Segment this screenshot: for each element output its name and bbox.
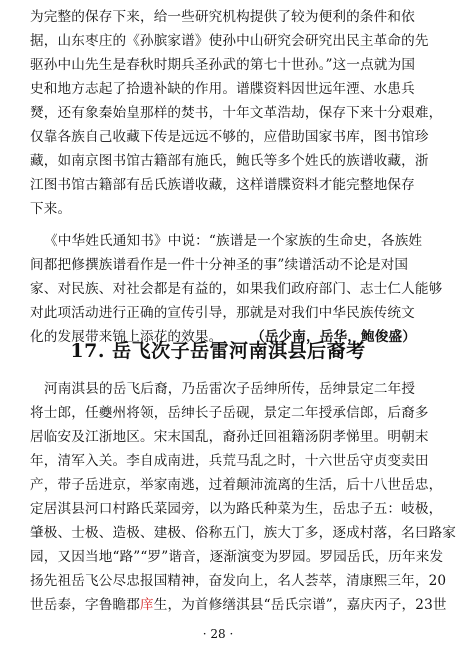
text-line: 为完整的保存下来，给一些研究机构提供了较为便利的条件和依 (30, 9, 415, 25)
text-line: 间都把修撰族谱看作是一件十分神圣的事”续谱活动不论是对国 (30, 257, 409, 273)
text-line: 园，又因当地“路”“罗”谐音，逐渐演变为罗园。罗园岳氏，历年来发 (30, 549, 444, 565)
text-line: 将士郎，任夔州将领，岳绅长子岳砚，景定二年授承信郎，后裔多 (30, 405, 429, 421)
text-line: 燹，还有象秦始皇那样的焚书，十年文革浩劫，保存下来十分艰难， (30, 105, 443, 121)
text-line (30, 594, 447, 616)
text-line: 河南淇县的岳飞后裔，乃岳雷次子岳绅所传，岳绅景定二年授 (44, 381, 416, 397)
text-line: 居临安及江浙地区。宋末国乱，裔孙迁回祖籍汤阴孝悌里。明朝末 (30, 429, 429, 445)
text-line: 产，带子岳进京，举家南逃，过着颠沛流离的生活，后十八世岳忠， (30, 477, 443, 493)
text-line: 《中华姓氏通知书》中说：“族谱是一个家族的生命史，各族姓 (44, 233, 423, 249)
text-line: 仅靠各族自己收藏下传是远远不够的，应借助国家书库，图书馆珍 (30, 129, 429, 145)
text-line: 藏，如南京图书馆古籍部有施氏，鲍氏等多个姓氏的族谱收藏，浙 (30, 153, 429, 169)
text-line: 对此项活动进行正确的宣传引导，那就是对我们中华民族传统文 (30, 305, 415, 321)
section-heading: 17. 岳飞次子岳雷河南淇县后裔考 (70, 340, 366, 362)
text-line: 驱孙中山先生是春秋时期兵圣孙武的第七十世孙。”这一点就为国 (30, 57, 416, 73)
text-line: 史和地方志起了拾遗补缺的作用。谱牒资料因世远年湮、水患兵 (30, 81, 415, 97)
text-line: 化的发展带来锦上添花的效果。 (30, 329, 223, 345)
text-line: 下来。 (30, 201, 72, 217)
text-segment: 生，为首修缮淇县“岳氏宗谱”，嘉庆丙子，23世 (153, 597, 447, 613)
highlighted-character: 庠 (139, 597, 154, 613)
text-line: 肇极、士极、造极、建极、俗称五门，族大丁多，逐成村落，名曰路家 (30, 525, 456, 541)
page-number: · 28 · (202, 627, 234, 641)
text-line: 年，清军入关。李自成南进，兵荒马乱之时，十六世岳守贞变卖田 (30, 453, 429, 469)
author-credit: （岳少南，岳华，鲍俊盛） (251, 329, 416, 345)
text-line: 据，山东枣庄的《孙膑家谱》使孙中山研究会研究出民主革命的先 (30, 33, 429, 49)
text-line: 定居淇县河口村路氏菜园旁，以为路氏种菜为生，岳忠子五：岐极， (30, 501, 443, 517)
text-line: 家、对民族、对社会都是有益的，如果我们政府部门、志士仁人能够 (30, 281, 443, 297)
text-segment: 世岳泰，字鲁瞻郡 (30, 597, 140, 613)
text-line: 扬先祖岳飞公尽忠报国精神，奋发向上，名人荟萃，清康熙三年，20 (30, 573, 447, 589)
text-line: 江图书馆古籍部有岳氏族谱收藏，这样谱牒资料才能完整地保存 (30, 177, 415, 193)
